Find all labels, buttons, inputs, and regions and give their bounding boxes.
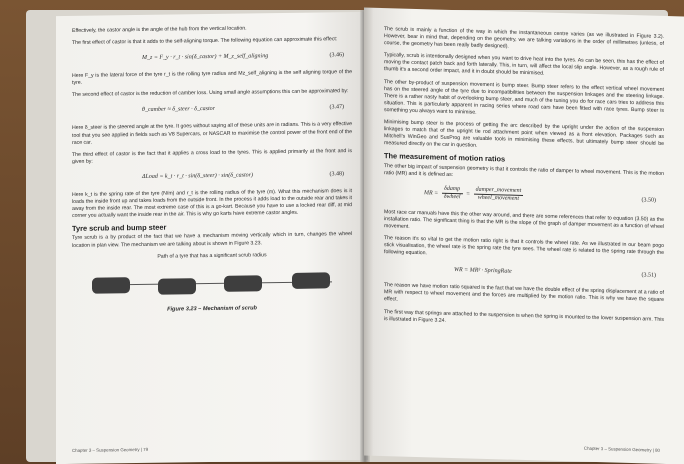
equation-3-46	[72, 48, 352, 68]
figure-caption: Figure 3.23 – Mechanism of scrub	[167, 305, 257, 313]
denominator: wheel_movement	[477, 194, 520, 202]
equation-number: (3.47)	[329, 104, 344, 111]
equation-expression: θ_camber ≈ δ_steer · δ_castor	[142, 106, 215, 114]
castor-first-effect: The first effect of castor is that it adds to the self-aligning torque. The following equation can approximate this effect:	[72, 36, 338, 47]
spring-rate-para: Here k_t is the spring rate of the tyre (N/m) and r_t is the rolling radius of the tyre (m). What this mechanism does is it loads the inside front up and takes loads from the outside front. In the process it adds load to the outside rear and takes it away from the inside rear. The most extreme case of this is a go-kart. Because you have to use a locked rear diff, at mid corner you actually want the inside rear in the air. This is why go karts have extreme castor angles.	[72, 187, 352, 220]
bump-steer-para: The other by-product of suspension movement is bump steer. Bump steer refers to the effect vertical wheel movement has on the steered angle of the tyre due to incompatibilities between the suspension linkages and the steering linkage. There is a rather nasty habit of overlooking bump steer, and much of the tuning you do for race cars tries to address this situation. This is particularly apparent in racing series where road cars have been fitted with race tyres. Bump steer is something you always want to minimise.	[384, 78, 664, 116]
spring-attachment-para: The first way that springs are attached to the suspension is when the spring is mounted to the lower suspension arm. This is illustrated in Figure 3.24.	[384, 308, 664, 324]
equation-number: (3.51)	[641, 272, 656, 279]
book-spread	[26, 10, 668, 462]
tyre-scrub-para: Tyre scrub is a by product of the fact that we have a mechanism moving vertically which in turn, changes the wheel location in plan view. The mechanism we are talking about is shown in Figure 3.23.	[72, 231, 352, 249]
scrub-heat-para: Typically, scrub is intentionally designed when you want to drive heat into the tyres. As can be seen, this has the effect of moving the contact patch back and forth laterally. This, in turn, will affect the local slip angle. However, as a rough rule of thumb it's a second order impact, and it in doubt should be minimised.	[384, 52, 664, 78]
right-page	[364, 8, 684, 464]
equation-lhs: MR =	[424, 189, 439, 197]
equation-3-50	[384, 182, 664, 212]
equation-number: (3.46)	[329, 52, 344, 59]
wheel-rate-para: The reason it's so vital to get the motion ratio right is that it controls the wheel rate. As we illustrated in our beam pogo stick visualisation, the wheel rate is the spring rate the tyre sees. The wheel rate is related to the spring rate through the following equation.	[384, 235, 664, 257]
castor-definition: Effectively, the castor angle is the angle of the hub from the vertical location.	[72, 25, 247, 34]
equation-expression: MR = $\frac{\text{δdamp}}{\text{δwheel}}$ = $\frac{\text{damper\_movement}}{\text{wheel\_movement}}$	[424, 185, 522, 202]
tyre-shape	[92, 277, 130, 294]
tyre-shape	[224, 275, 262, 292]
motion-ratio-intro: The other big impact of suspension geometry is that it controls the ratio of damper to wheel movement. This is the motion ratio (MR) and it is defined as:	[384, 162, 664, 178]
equation-number: (3.50)	[641, 196, 656, 204]
equation-expression: ΔLoad = k_t · r_t · sin(δ_steer) · sin(δ_castor)	[142, 172, 253, 180]
fraction-delta	[442, 185, 463, 201]
scrub-figure	[92, 262, 352, 306]
steer-angle-para: Here δ_steer is the steered angle at the tyre. It goes without saying all of these units are in radians. This is a very effective tool that you see applied in fields such as V8 Supercars, or NASCAR to maximise the control power of the front end of the race car.	[72, 121, 352, 146]
denominator: δwheel	[443, 193, 461, 201]
equation-3-47	[72, 101, 352, 121]
tyre-shape	[292, 272, 330, 289]
equation-expression: WR = MR² · SpringRate	[454, 267, 512, 275]
figure-title: Path of a tyre that has a significant scrub radius	[157, 251, 267, 260]
equation-3-51	[384, 261, 664, 285]
castor-third-effect: The third effect of castor is the fact that it applies a cross load to the tyres. This is applied primarily at the front and is given by:	[72, 147, 352, 165]
section-heading-motion-ratios: The measurement of motion ratios	[384, 151, 506, 164]
left-page	[56, 12, 368, 464]
castor-second-effect: The second effect of castor is the reduction of camber loss. Using small angle assumptions this can be approximated by:	[72, 88, 349, 99]
minimising-bump-steer-para: Minimising bump steer is the process of getting the arc described by the upright under the action of the suspension linkages to match that of the upright tie rod attachment point when viewed as a front elevation. Packages such as Mitchell's WinGeo and SusProg are valuable tools in minimising these effects, but ultimately bump steer should be measured directly on the car in question.	[384, 119, 664, 150]
equation-3-48	[72, 167, 352, 187]
lateral-force-para: Here F_y is the lateral force of the tyre r_t is the rolling tyre radius and Mz_self_aligning is the self aligning torque of the tyre.	[72, 69, 352, 87]
installation-ratio-para: Most race car manuals have this the other way around, and there are some references that refer to equation (3.50) as the installation ratio. The significant thing is that the MR is the slope of the graph of damper movement as a function of wheel movement.	[384, 208, 664, 230]
numerator: δdamp	[442, 185, 463, 194]
tyre-shape	[158, 278, 196, 295]
page-footer: Chapter 3 – Suspension Geometry | 80	[583, 445, 660, 453]
equation-expression: M_z = F_y · r_t · sin(δ_castor) + M_z_self_aligning	[142, 53, 269, 62]
numerator: damper_movement	[474, 186, 524, 195]
page-footer: Chapter 3 – Suspension Geometry | 79	[72, 446, 149, 453]
fraction-movement	[474, 186, 524, 203]
scrub-function-para: The scrub is mainly a function of the way in which the instantaneous centre varies (as we illustrated in Figure 3.2). However, bear in mind that, depending on the geometry, we are talking variations in the order of millimetres (unless, of course, the geometry has been really badly designed).	[384, 26, 664, 50]
section-heading-tyre-scrub: Tyre scrub and bump steer	[72, 222, 167, 234]
equation-number: (3.48)	[329, 171, 344, 178]
squared-effect-para: The reason we have motion ratio squared is the fact that we have the double effect of the spring displacement at a ratio of MR with respect to wheel movement and the forces are multiplied by the motion ratio. This is why we have the square effect.	[384, 282, 664, 304]
